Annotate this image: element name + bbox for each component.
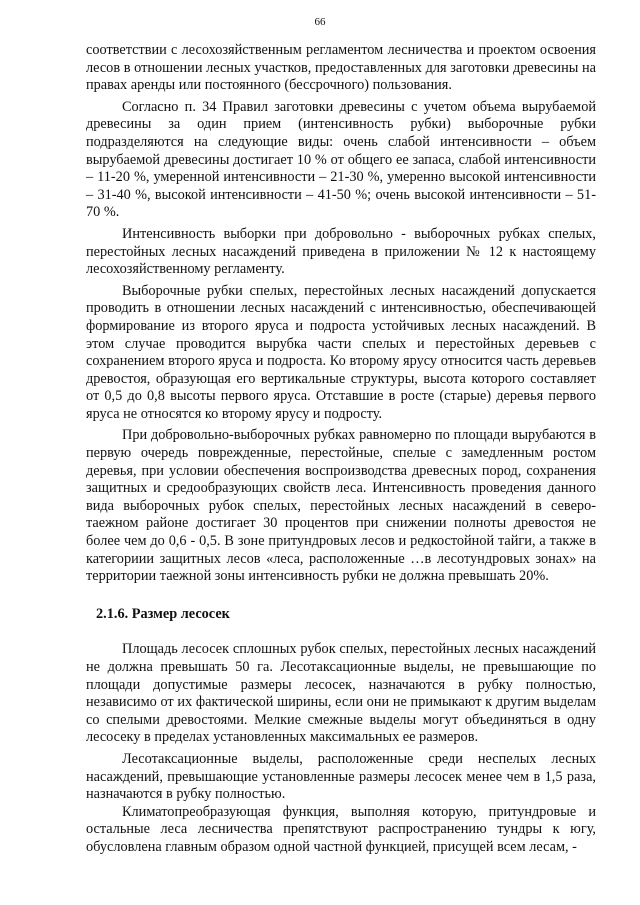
paragraph-cutting-area-size: Площадь лесосек сплошных рубок спелых, перестойных лесных насаждений не должна превышать 50 га. Лесотаксационные выделы, не превышающие по площади допустимые размеры лесосек, назначаются в рубку полностью, независимо от их фактической ширины, если они не примыкают к другим выделам со спелыми древостоями. Мелкие смежные выделы могут объединяться в одну лесосеку в пределах установленных максимальных ее размеров. [86, 641, 596, 746]
paragraph-climate-function: Климатопреобразующая функция, выполняя которую, притундровые и остальные леса лесничества препятствуют распространению тундры к югу, обусловлена главным образом одной частной функцией, присущей всем лесам, - [86, 803, 596, 855]
document-body [86, 42, 596, 861]
paragraph-selection-intensity: Интенсивность выборки при добровольно - выборочных рубках спелых, перестойных лесных насаждений приведена в приложении № 12 к настоящему лесохозяйственному регламенту. [86, 225, 596, 278]
paragraph-cutting-intensity: Согласно п. 34 Правил заготовки древесины с учетом объема вырубаемой древесины за один прием (интенсивность рубки) выборочные рубки подразделяются на следующие виды: очень слабой интенсивности – объем вырубаемой древесины достигает 10 % от общего ее запаса, слабой интенсивности – 11-20 %, умеренной интенсивности – 21-30 %, умеренно высокой интенсивности – 31-40 %, высокой интенсивности – 41-50 %; очень высокой интенсивности – 51-70 %. [86, 98, 596, 221]
page-number: 66 [314, 16, 326, 28]
section-heading: 2.1.6. Размер лесосек [96, 605, 230, 622]
paragraph-selective-cutting: Выборочные рубки спелых, перестойных лесных насаждений допускается проводить в отношении лесных насаждений с интенсивностью, обеспечивающей формирование из второго яруса и подроста устойчивых лесных насаждений. В этом случае проводится вырубка части спелых и перестойных деревьев с сохранением второго яруса и подроста. Ко второму ярусу относится часть деревьев древостоя, образующая его вертикальные структуры, высота которого составляет от 0,5 до 0,8 высоты первого яруса. Отставшие в росте (старые) деревья первого яруса не относятся ко второму ярусу и подросту. [86, 282, 596, 422]
paragraph-continuation: соответствии с лесохозяйственным регламентом лесничества и проектом освоения лесов в отношении лесных участков, предоставленных для заготовки древесины на правах аренды или постоянного (бессрочного) пользования. [86, 42, 596, 94]
paragraph-taxation-units: Лесотаксационные выделы, расположенные среди неспелых лесных насаждений, превышающие установленные размеры лесосек менее чем в 1,5 раза, назначаются в рубку полностью. [86, 750, 596, 803]
paragraph-voluntary-selective: При добровольно-выборочных рубках равномерно по площади вырубаются в первую очередь поврежденные, перестойные, спелые с замедленным ростом деревья, при условии обеспечения воспроизводства древесных пород, сохранения защитных и средообразующих свойств леса. Интенсивность проведения данного вида выборочных рубок спелых, перестойных лесных насаждений в северо-таежном районе достигает 30 процентов при снижении полноты древостоя не более чем до 0,6 - 0,5. В зоне притундровых лесов и редкостойной тайги, а также в категориии защитных лесов «леса, расположенные …в лесотундровых зонах» на территории таежной зоны интенсивность рубки не должна превышать 20%. [86, 427, 596, 585]
